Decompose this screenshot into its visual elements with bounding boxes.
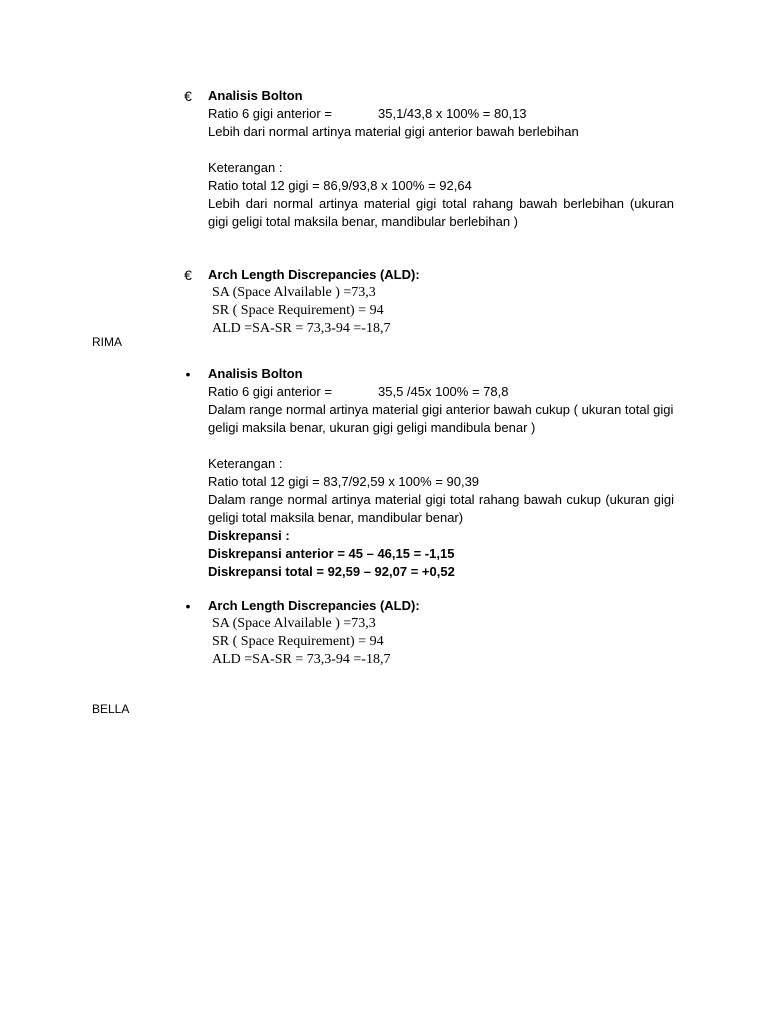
ratio6-value: 35,1/43,8 x 100% = 80,13 [378, 106, 527, 121]
name-label-rima: RIMA [92, 335, 122, 349]
ratio12-line: Ratio total 12 gigi = 86,9/93,8 x 100% = 92,64 [208, 178, 472, 193]
blank-line [208, 141, 674, 159]
ratio12-note: Lebih dari normal artinya material gigi total rahang bawah berlebihan (ukuran gigi geligi total maksila benar, mandibular berlebihan ) [208, 196, 674, 229]
ald-title: Arch Length Discrepancies (ALD): [208, 267, 420, 282]
ald-title: Arch Length Discrepancies (ALD): [208, 598, 420, 613]
sa-line: SA (Space Alvailable ) =73,3 [212, 285, 376, 300]
ratio6-note: Lebih dari normal artinya material gigi anterior bawah berlebihan [208, 124, 579, 139]
ratio12-line: Ratio total 12 gigi = 83,7/92,59 x 100% = 90,39 [208, 474, 480, 489]
ratio12-note: Dalam range normal artinya material gigi total rahang bawah cukup (ukuran gigi geligi total maksila benar, mandibular benar) [208, 492, 674, 525]
sa-line: SA (Space Alvailable ) =73,3 [212, 616, 376, 631]
name-label-bella: BELLA [92, 702, 130, 716]
ald-line: ALD =SA-SR = 73,3-94 =-18,7 [212, 652, 391, 667]
ratio6-label: Ratio 6 gigi anterior = [208, 106, 332, 121]
diskrepansi-anterior: Diskrepansi anterior = 45 – 46,15 = -1,15 [208, 546, 455, 561]
diskrepansi-label: Diskrepansi : [208, 528, 290, 543]
bullet-icon: € [184, 267, 192, 283]
bullet-icon: • [185, 366, 191, 382]
bolton-title: Analisis Bolton [208, 88, 303, 103]
ratio6-note: Dalam range normal artinya material gigi anterior bawah cukup ( ukuran total gigi geligi maksila benar, ukuran gigi geligi mandibula benar ) [208, 402, 674, 435]
blank-line [208, 437, 674, 455]
ratio6-value: 35,5 /45x 100% = 78,8 [378, 384, 509, 399]
keterangan-label: Keterangan : [208, 456, 283, 471]
bullet-icon: • [185, 598, 191, 614]
bolton-title: Analisis Bolton [208, 366, 303, 381]
keterangan-label: Keterangan : [208, 160, 283, 175]
ratio6-line [208, 383, 674, 401]
bullet-icon: € [184, 88, 192, 104]
ratio6-label: Ratio 6 gigi anterior = [208, 384, 332, 399]
diskrepansi-total: Diskrepansi total = 92,59 – 92,07 = +0,52 [208, 564, 455, 579]
sr-line: SR ( Space Requirement) = 94 [212, 303, 384, 318]
sr-line: SR ( Space Requirement) = 94 [212, 634, 384, 649]
ratio6-line [208, 105, 674, 123]
ald-line: ALD =SA-SR = 73,3-94 =-18,7 [212, 321, 391, 336]
